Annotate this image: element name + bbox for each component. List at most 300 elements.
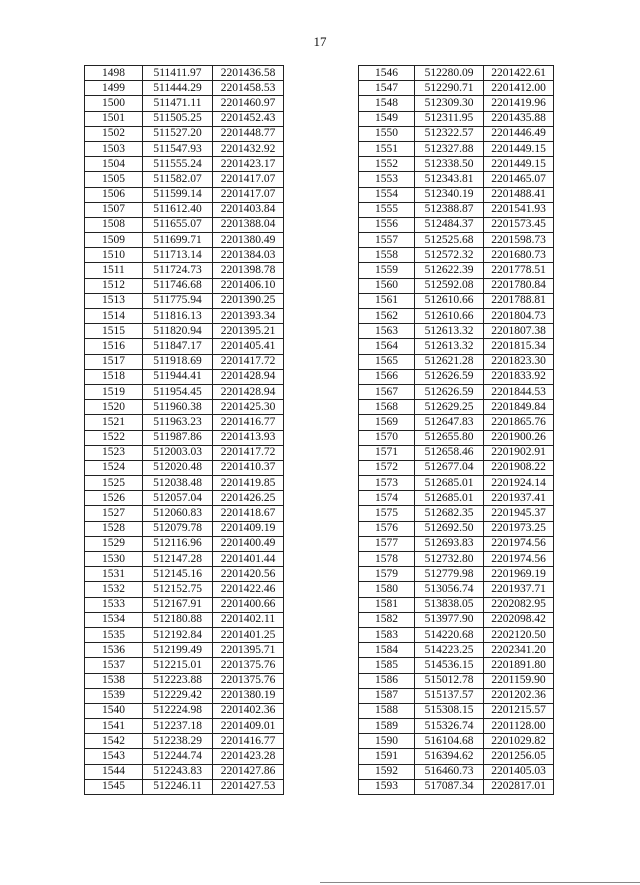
x-coordinate-cell: 512622.39 <box>415 263 484 278</box>
table-row <box>85 202 284 217</box>
point-number-cell: 1564 <box>359 339 415 354</box>
table-row <box>359 369 554 384</box>
x-coordinate-cell: 512388.87 <box>415 202 484 217</box>
point-number-cell: 1500 <box>85 96 143 111</box>
table-row <box>359 673 554 688</box>
y-coordinate-cell: 2201401.25 <box>213 627 284 642</box>
x-coordinate-cell: 511612.40 <box>143 202 213 217</box>
table-row <box>359 96 554 111</box>
table-row <box>359 233 554 248</box>
y-coordinate-cell: 2201384.03 <box>213 248 284 263</box>
x-coordinate-cell: 511599.14 <box>143 187 213 202</box>
point-number-cell: 1545 <box>85 779 143 794</box>
y-coordinate-cell: 2201815.34 <box>484 339 554 354</box>
x-coordinate-cell: 512322.57 <box>415 126 484 141</box>
point-number-cell: 1502 <box>85 126 143 141</box>
point-number-cell: 1574 <box>359 491 415 506</box>
y-coordinate-cell: 2201428.94 <box>213 369 284 384</box>
y-coordinate-cell: 2201395.21 <box>213 324 284 339</box>
x-coordinate-cell: 513838.05 <box>415 597 484 612</box>
y-coordinate-cell: 2201416.77 <box>213 734 284 749</box>
table-row <box>85 309 284 324</box>
x-coordinate-cell: 511775.94 <box>143 293 213 308</box>
y-coordinate-cell: 2201419.96 <box>484 96 554 111</box>
table-row <box>85 369 284 384</box>
y-coordinate-cell: 2201924.14 <box>484 476 554 491</box>
table-row <box>359 688 554 703</box>
x-coordinate-cell: 512626.59 <box>415 369 484 384</box>
table-row <box>85 749 284 764</box>
table-row <box>359 749 554 764</box>
point-number-cell: 1560 <box>359 278 415 293</box>
x-coordinate-cell: 512229.42 <box>143 688 213 703</box>
y-coordinate-cell: 2201202.36 <box>484 688 554 703</box>
x-coordinate-cell: 512215.01 <box>143 658 213 673</box>
y-coordinate-cell: 2201375.76 <box>213 673 284 688</box>
table-row <box>85 476 284 491</box>
table-row <box>85 233 284 248</box>
table-row <box>359 627 554 642</box>
point-number-cell: 1537 <box>85 658 143 673</box>
x-coordinate-cell: 511847.17 <box>143 339 213 354</box>
y-coordinate-cell: 2201778.51 <box>484 263 554 278</box>
x-coordinate-cell: 512290.71 <box>415 81 484 96</box>
x-coordinate-cell: 512180.88 <box>143 612 213 627</box>
x-coordinate-cell: 512147.28 <box>143 552 213 567</box>
x-coordinate-cell: 511746.68 <box>143 278 213 293</box>
table-row <box>85 384 284 399</box>
x-coordinate-cell: 515012.78 <box>415 673 484 688</box>
point-number-cell: 1510 <box>85 248 143 263</box>
table-row <box>85 126 284 141</box>
y-coordinate-cell: 2201256.05 <box>484 749 554 764</box>
y-coordinate-cell: 2201460.97 <box>213 96 284 111</box>
point-number-cell: 1539 <box>85 688 143 703</box>
point-number-cell: 1543 <box>85 749 143 764</box>
table-row <box>85 460 284 475</box>
x-coordinate-cell: 512038.48 <box>143 476 213 491</box>
x-coordinate-cell: 512572.32 <box>415 248 484 263</box>
y-coordinate-cell: 2202817.01 <box>484 779 554 794</box>
footer-rule <box>320 882 640 883</box>
x-coordinate-cell: 511582.07 <box>143 172 213 187</box>
x-coordinate-cell: 516104.68 <box>415 734 484 749</box>
x-coordinate-cell: 511918.69 <box>143 354 213 369</box>
table-row <box>359 248 554 263</box>
x-coordinate-cell: 516460.73 <box>415 764 484 779</box>
y-coordinate-cell: 2201418.67 <box>213 506 284 521</box>
point-number-cell: 1584 <box>359 643 415 658</box>
point-number-cell: 1581 <box>359 597 415 612</box>
x-coordinate-cell: 512685.01 <box>415 476 484 491</box>
y-coordinate-cell: 2202082.95 <box>484 597 554 612</box>
point-number-cell: 1528 <box>85 521 143 536</box>
point-number-cell: 1498 <box>85 66 143 81</box>
y-coordinate-cell: 2201380.49 <box>213 233 284 248</box>
point-number-cell: 1556 <box>359 217 415 232</box>
point-number-cell: 1582 <box>359 612 415 627</box>
point-number-cell: 1585 <box>359 658 415 673</box>
y-coordinate-cell: 2201900.26 <box>484 430 554 445</box>
x-coordinate-cell: 515308.15 <box>415 703 484 718</box>
x-coordinate-cell: 511954.45 <box>143 384 213 399</box>
x-coordinate-cell: 511527.20 <box>143 126 213 141</box>
x-coordinate-cell: 512340.19 <box>415 187 484 202</box>
x-coordinate-cell: 512003.03 <box>143 445 213 460</box>
table-row <box>359 81 554 96</box>
table-row <box>359 339 554 354</box>
x-coordinate-cell: 512079.78 <box>143 521 213 536</box>
y-coordinate-cell: 2201417.07 <box>213 172 284 187</box>
x-coordinate-cell: 512626.59 <box>415 384 484 399</box>
y-coordinate-cell: 2201849.84 <box>484 400 554 415</box>
coordinates-table-left <box>84 65 284 795</box>
x-coordinate-cell: 512693.83 <box>415 536 484 551</box>
table-row <box>359 703 554 718</box>
table-row <box>85 627 284 642</box>
table-row <box>359 476 554 491</box>
table-row <box>85 612 284 627</box>
y-coordinate-cell: 2201410.37 <box>213 460 284 475</box>
point-number-cell: 1592 <box>359 764 415 779</box>
point-number-cell: 1559 <box>359 263 415 278</box>
table-row <box>85 719 284 734</box>
table-row <box>359 111 554 126</box>
table-row <box>359 597 554 612</box>
point-number-cell: 1550 <box>359 126 415 141</box>
x-coordinate-cell: 512685.01 <box>415 491 484 506</box>
point-number-cell: 1525 <box>85 476 143 491</box>
table-row <box>359 506 554 521</box>
table-row <box>85 582 284 597</box>
table-row <box>359 567 554 582</box>
x-coordinate-cell: 511960.38 <box>143 400 213 415</box>
x-coordinate-cell: 511471.11 <box>143 96 213 111</box>
point-number-cell: 1507 <box>85 202 143 217</box>
table-row <box>359 521 554 536</box>
table-row <box>85 172 284 187</box>
x-coordinate-cell: 511820.94 <box>143 324 213 339</box>
x-coordinate-cell: 512343.81 <box>415 172 484 187</box>
y-coordinate-cell: 2201598.73 <box>484 233 554 248</box>
y-coordinate-cell: 2201908.22 <box>484 460 554 475</box>
table-row <box>85 491 284 506</box>
table-row <box>359 263 554 278</box>
y-coordinate-cell: 2201448.77 <box>213 126 284 141</box>
table-row <box>85 506 284 521</box>
point-number-cell: 1562 <box>359 309 415 324</box>
point-number-cell: 1527 <box>85 506 143 521</box>
table-row <box>359 719 554 734</box>
table-row <box>85 293 284 308</box>
x-coordinate-cell: 512692.50 <box>415 521 484 536</box>
x-coordinate-cell: 511816.13 <box>143 309 213 324</box>
x-coordinate-cell: 512309.30 <box>415 96 484 111</box>
point-number-cell: 1570 <box>359 430 415 445</box>
x-coordinate-cell: 512238.29 <box>143 734 213 749</box>
table-row <box>359 293 554 308</box>
y-coordinate-cell: 2201823.30 <box>484 354 554 369</box>
point-number-cell: 1561 <box>359 293 415 308</box>
x-coordinate-cell: 515326.74 <box>415 719 484 734</box>
point-number-cell: 1573 <box>359 476 415 491</box>
x-coordinate-cell: 512327.88 <box>415 141 484 156</box>
y-coordinate-cell: 2201427.53 <box>213 779 284 794</box>
x-coordinate-cell: 512237.18 <box>143 719 213 734</box>
point-number-cell: 1538 <box>85 673 143 688</box>
table-row <box>85 734 284 749</box>
y-coordinate-cell: 2201405.03 <box>484 764 554 779</box>
x-coordinate-cell: 512167.91 <box>143 597 213 612</box>
point-number-cell: 1577 <box>359 536 415 551</box>
point-number-cell: 1575 <box>359 506 415 521</box>
y-coordinate-cell: 2201398.78 <box>213 263 284 278</box>
table-row <box>359 734 554 749</box>
x-coordinate-cell: 512647.83 <box>415 415 484 430</box>
table-row <box>359 445 554 460</box>
point-number-cell: 1503 <box>85 141 143 156</box>
y-coordinate-cell: 2201403.84 <box>213 202 284 217</box>
y-coordinate-cell: 2201902.91 <box>484 445 554 460</box>
table-row <box>85 324 284 339</box>
y-coordinate-cell: 2201390.25 <box>213 293 284 308</box>
x-coordinate-cell: 512682.35 <box>415 506 484 521</box>
point-number-cell: 1501 <box>85 111 143 126</box>
x-coordinate-cell: 512658.46 <box>415 445 484 460</box>
x-coordinate-cell: 511963.23 <box>143 415 213 430</box>
y-coordinate-cell: 2201446.49 <box>484 126 554 141</box>
table-row <box>85 339 284 354</box>
y-coordinate-cell: 2201412.00 <box>484 81 554 96</box>
point-number-cell: 1587 <box>359 688 415 703</box>
table-row <box>359 324 554 339</box>
point-number-cell: 1515 <box>85 324 143 339</box>
table-row <box>359 764 554 779</box>
x-coordinate-cell: 511944.41 <box>143 369 213 384</box>
x-coordinate-cell: 512199.49 <box>143 643 213 658</box>
y-coordinate-cell: 2201417.07 <box>213 187 284 202</box>
point-number-cell: 1544 <box>85 764 143 779</box>
point-number-cell: 1593 <box>359 779 415 794</box>
table-row <box>359 491 554 506</box>
table-row <box>359 187 554 202</box>
y-coordinate-cell: 2201029.82 <box>484 734 554 749</box>
table-row <box>85 111 284 126</box>
x-coordinate-cell: 512192.84 <box>143 627 213 642</box>
point-number-cell: 1566 <box>359 369 415 384</box>
table-row <box>85 157 284 172</box>
x-coordinate-cell: 511987.86 <box>143 430 213 445</box>
point-number-cell: 1536 <box>85 643 143 658</box>
y-coordinate-cell: 2201573.45 <box>484 217 554 232</box>
y-coordinate-cell: 2201388.04 <box>213 217 284 232</box>
x-coordinate-cell: 511547.93 <box>143 141 213 156</box>
y-coordinate-cell: 2201449.15 <box>484 141 554 156</box>
point-number-cell: 1505 <box>85 172 143 187</box>
point-number-cell: 1583 <box>359 627 415 642</box>
y-coordinate-cell: 2201452.43 <box>213 111 284 126</box>
coordinates-table-right <box>358 65 554 795</box>
x-coordinate-cell: 512060.83 <box>143 506 213 521</box>
y-coordinate-cell: 2201401.44 <box>213 552 284 567</box>
table-row <box>359 400 554 415</box>
point-number-cell: 1518 <box>85 369 143 384</box>
point-number-cell: 1553 <box>359 172 415 187</box>
y-coordinate-cell: 2201680.73 <box>484 248 554 263</box>
y-coordinate-cell: 2201425.30 <box>213 400 284 415</box>
y-coordinate-cell: 2201426.25 <box>213 491 284 506</box>
y-coordinate-cell: 2201428.94 <box>213 384 284 399</box>
x-coordinate-cell: 511555.24 <box>143 157 213 172</box>
y-coordinate-cell: 2201804.73 <box>484 309 554 324</box>
point-number-cell: 1549 <box>359 111 415 126</box>
table-row <box>85 141 284 156</box>
x-coordinate-cell: 512525.68 <box>415 233 484 248</box>
y-coordinate-cell: 2202120.50 <box>484 627 554 642</box>
x-coordinate-cell: 514223.25 <box>415 643 484 658</box>
y-coordinate-cell: 2201937.71 <box>484 582 554 597</box>
point-number-cell: 1530 <box>85 552 143 567</box>
point-number-cell: 1542 <box>85 734 143 749</box>
y-coordinate-cell: 2201423.17 <box>213 157 284 172</box>
point-number-cell: 1529 <box>85 536 143 551</box>
table-row <box>359 157 554 172</box>
point-number-cell: 1517 <box>85 354 143 369</box>
table-row <box>359 172 554 187</box>
point-number-cell: 1588 <box>359 703 415 718</box>
table-row <box>85 81 284 96</box>
y-coordinate-cell: 2201465.07 <box>484 172 554 187</box>
y-coordinate-cell: 2201402.11 <box>213 612 284 627</box>
table-row <box>85 415 284 430</box>
y-coordinate-cell: 2201419.85 <box>213 476 284 491</box>
y-coordinate-cell: 2201416.77 <box>213 415 284 430</box>
point-number-cell: 1535 <box>85 627 143 642</box>
x-coordinate-cell: 513056.74 <box>415 582 484 597</box>
point-number-cell: 1548 <box>359 96 415 111</box>
point-number-cell: 1541 <box>85 719 143 734</box>
x-coordinate-cell: 512338.50 <box>415 157 484 172</box>
table-row <box>85 552 284 567</box>
x-coordinate-cell: 512629.25 <box>415 400 484 415</box>
point-number-cell: 1540 <box>85 703 143 718</box>
table-row <box>359 66 554 81</box>
x-coordinate-cell: 512610.66 <box>415 293 484 308</box>
point-number-cell: 1511 <box>85 263 143 278</box>
x-coordinate-cell: 517087.34 <box>415 779 484 794</box>
point-number-cell: 1516 <box>85 339 143 354</box>
table-row <box>359 202 554 217</box>
point-number-cell: 1571 <box>359 445 415 460</box>
x-coordinate-cell: 511411.97 <box>143 66 213 81</box>
x-coordinate-cell: 512613.32 <box>415 324 484 339</box>
y-coordinate-cell: 2201409.01 <box>213 719 284 734</box>
x-coordinate-cell: 512484.37 <box>415 217 484 232</box>
point-number-cell: 1522 <box>85 430 143 445</box>
table-row <box>359 354 554 369</box>
table-row <box>85 658 284 673</box>
point-number-cell: 1579 <box>359 567 415 582</box>
point-number-cell: 1578 <box>359 552 415 567</box>
y-coordinate-cell: 2201833.92 <box>484 369 554 384</box>
table-row <box>85 217 284 232</box>
y-coordinate-cell: 2201891.80 <box>484 658 554 673</box>
point-number-cell: 1521 <box>85 415 143 430</box>
y-coordinate-cell: 2201423.28 <box>213 749 284 764</box>
table-row <box>359 779 554 794</box>
y-coordinate-cell: 2201375.76 <box>213 658 284 673</box>
table-row <box>359 415 554 430</box>
y-coordinate-cell: 2201807.38 <box>484 324 554 339</box>
table-row <box>85 597 284 612</box>
table-row <box>85 400 284 415</box>
y-coordinate-cell: 2201945.37 <box>484 506 554 521</box>
table-row <box>359 141 554 156</box>
table-row <box>85 263 284 278</box>
table-row <box>359 460 554 475</box>
y-coordinate-cell: 2201541.93 <box>484 202 554 217</box>
table-row <box>359 552 554 567</box>
table-row <box>85 66 284 81</box>
y-coordinate-cell: 2201400.66 <box>213 597 284 612</box>
x-coordinate-cell: 511699.71 <box>143 233 213 248</box>
point-number-cell: 1534 <box>85 612 143 627</box>
table-row <box>359 384 554 399</box>
x-coordinate-cell: 512152.75 <box>143 582 213 597</box>
table-row <box>85 688 284 703</box>
y-coordinate-cell: 2201488.41 <box>484 187 554 202</box>
table-row <box>85 643 284 658</box>
x-coordinate-cell: 511444.29 <box>143 81 213 96</box>
point-number-cell: 1506 <box>85 187 143 202</box>
point-number-cell: 1552 <box>359 157 415 172</box>
y-coordinate-cell: 2201395.71 <box>213 643 284 658</box>
point-number-cell: 1514 <box>85 309 143 324</box>
y-coordinate-cell: 2201435.88 <box>484 111 554 126</box>
table-body-left <box>85 66 284 795</box>
x-coordinate-cell: 512610.66 <box>415 309 484 324</box>
table-row <box>359 536 554 551</box>
y-coordinate-cell: 2201865.76 <box>484 415 554 430</box>
x-coordinate-cell: 514220.68 <box>415 627 484 642</box>
x-coordinate-cell: 511713.14 <box>143 248 213 263</box>
y-coordinate-cell: 2201937.41 <box>484 491 554 506</box>
x-coordinate-cell: 512116.96 <box>143 536 213 551</box>
y-coordinate-cell: 2201436.58 <box>213 66 284 81</box>
x-coordinate-cell: 512246.11 <box>143 779 213 794</box>
point-number-cell: 1499 <box>85 81 143 96</box>
point-number-cell: 1519 <box>85 384 143 399</box>
table-row <box>359 658 554 673</box>
point-number-cell: 1580 <box>359 582 415 597</box>
point-number-cell: 1563 <box>359 324 415 339</box>
point-number-cell: 1565 <box>359 354 415 369</box>
y-coordinate-cell: 2201215.57 <box>484 703 554 718</box>
table-row <box>359 612 554 627</box>
y-coordinate-cell: 2201417.72 <box>213 354 284 369</box>
table-row <box>85 278 284 293</box>
point-number-cell: 1558 <box>359 248 415 263</box>
table-row <box>85 673 284 688</box>
y-coordinate-cell: 2201400.49 <box>213 536 284 551</box>
point-number-cell: 1569 <box>359 415 415 430</box>
table-row <box>359 278 554 293</box>
y-coordinate-cell: 2201420.56 <box>213 567 284 582</box>
point-number-cell: 1576 <box>359 521 415 536</box>
table-row <box>359 126 554 141</box>
point-number-cell: 1591 <box>359 749 415 764</box>
point-number-cell: 1531 <box>85 567 143 582</box>
